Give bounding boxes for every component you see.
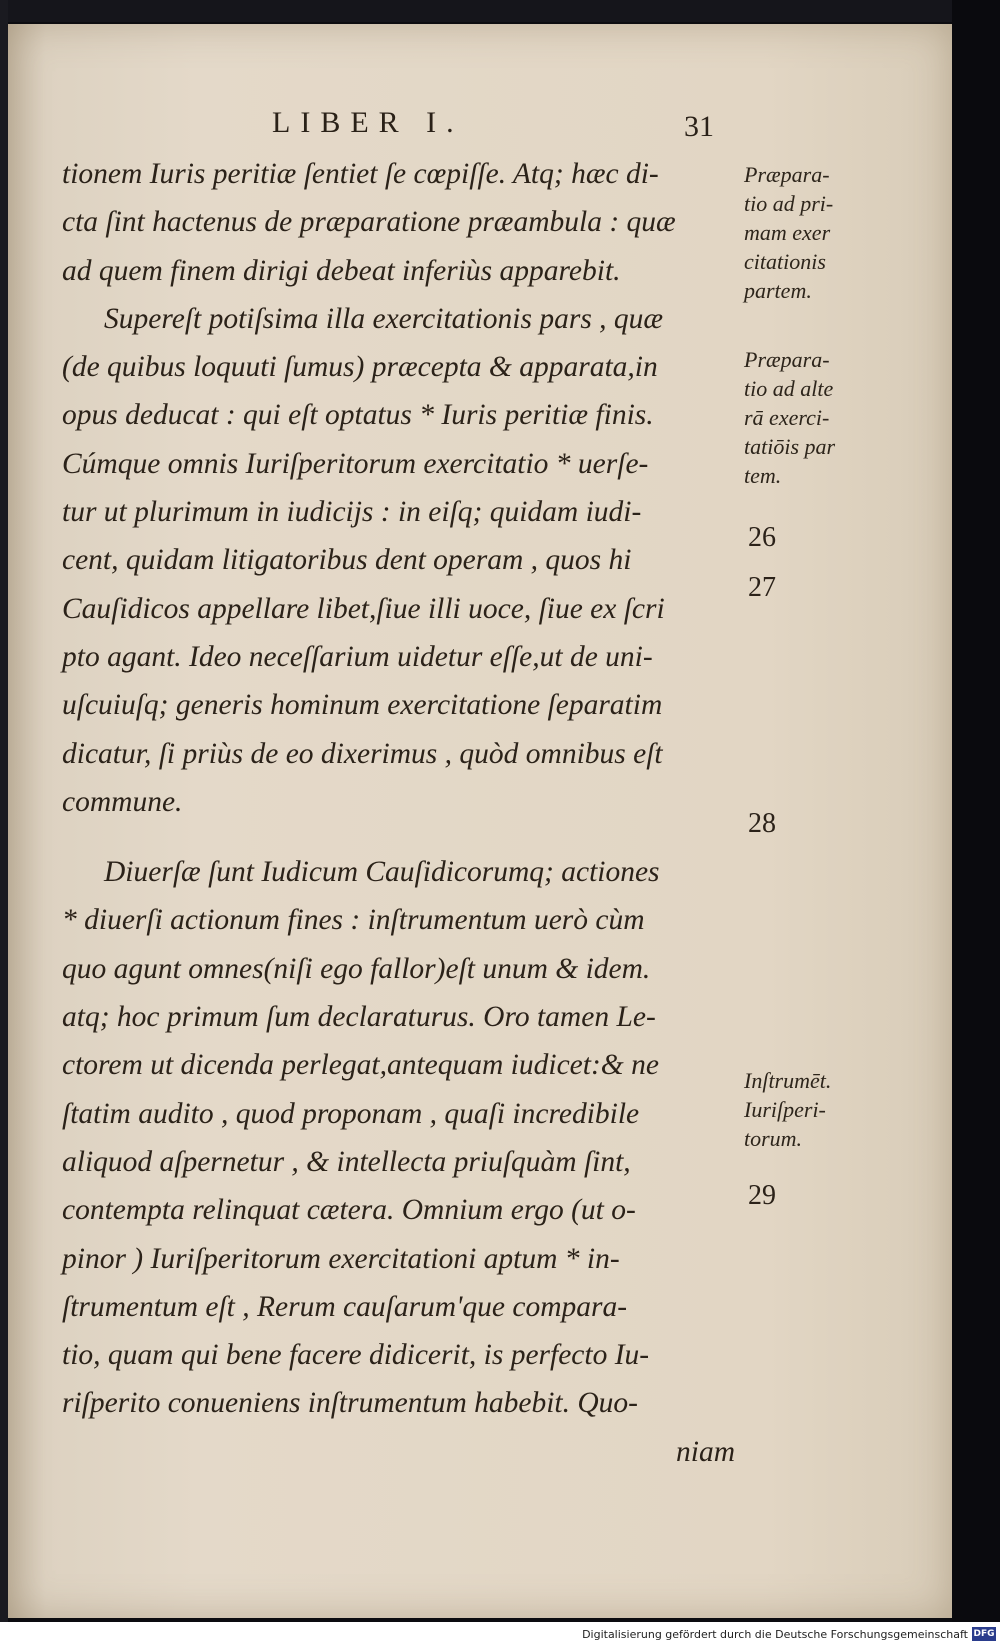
text-line: cta ſint hactenus de præparatione præambula : quæ [62, 206, 676, 239]
margin-note-line: Iuriſperi- [744, 1097, 826, 1122]
text-line: (de quibus loquuti ſumus) præcepta & apparata,in [62, 351, 658, 384]
text-line: aliquod aſpernetur , & intellecta priuſquàm ſint, [62, 1145, 631, 1178]
body-text [62, 150, 752, 1476]
margin-note-line: citationis [744, 249, 826, 274]
page-number: 31 [684, 110, 714, 143]
text-line: ſtatim audito , quod proponam , quaſi incredibile [62, 1097, 640, 1130]
margin-number: 28 [748, 808, 776, 839]
margin-note-line: mam exer [744, 220, 831, 245]
text-line: pto agant. Ideo neceſſarium uidetur eſſe,ut de uni- [62, 640, 653, 673]
margin-note-line: tatiōis par [744, 434, 836, 459]
viewer-right-frame [952, 0, 1000, 1647]
catchword: niam [676, 1435, 735, 1468]
margin-number: 27 [748, 572, 776, 603]
text-line: Diuerſæ ſunt Iudicum Cauſidicorumq; actiones [104, 856, 660, 889]
margin-note-line: torum. [744, 1126, 803, 1151]
text-line: tionem Iuris peritiæ ſentiet ſe cœpiſſe. Atq; hæc di- [62, 158, 659, 190]
running-head: LIBER I. [272, 106, 464, 139]
text-line: quo agunt omnes(niſi ego fallor)eſt unum & idem. [62, 952, 651, 985]
margin-note [744, 1066, 894, 1153]
text-line: uſcuiuſq; generis hominum exercitatione ſeparatim [62, 689, 663, 722]
margin-note-line: Præpara- [744, 347, 830, 372]
text-line: riſperito conueniens inſtrumentum habebit. Quo- [62, 1387, 638, 1420]
text-line: ſtrumentum eſt , Rerum cauſarum'que compara- [62, 1290, 628, 1323]
margin-note-line: tem. [744, 463, 782, 488]
margin-note [744, 160, 894, 305]
margin-note-line: partem. [744, 278, 812, 303]
margin-number: 29 [748, 1180, 776, 1211]
margin-note-line: Præpara- [744, 162, 830, 187]
text-line: ad quem finem dirigi debeat inferiùs apparebit. [62, 254, 621, 287]
text-line: opus deducat : qui eſt optatus * Iuris peritiæ finis. [62, 399, 654, 432]
funding-credit: Digitalisierung gefördert durch die Deutsche Forschungsgemeinschaft [582, 1628, 968, 1641]
dfg-logo: DFG [973, 1629, 995, 1639]
viewer-left-frame [0, 0, 8, 1647]
text-line: Cúmque omnis Iuriſperitorum exercitatio * uerſe- [62, 447, 649, 480]
margin-note-line: tio ad pri- [744, 191, 834, 216]
text-line: dicatur, ſi priùs de eo dixerimus , quòd omnibus eſt [62, 737, 663, 770]
text-line: atq; hoc primum ſum declaraturus. Oro tamen Le- [62, 1001, 656, 1034]
margin-note-line: tio ad alte [744, 376, 834, 401]
text-line: pinor ) Iuriſperitorum exercitationi aptum * in- [62, 1242, 620, 1275]
text-line: * diuerſi actionum fines : inſtrumentum uerò cùm [62, 904, 645, 937]
text-line: tur ut plurimum in iudicijs : in eiſq; quidam iudi- [62, 496, 642, 529]
text-line: Cauſidicos appellare libet,ſiue illi uoce, ſiue ex ſcri [62, 592, 665, 625]
text-line: tio, quam qui bene facere didicerit, is perfecto Iu- [62, 1339, 650, 1372]
margin-note-line: Inſtrumēt. [744, 1068, 832, 1093]
footer-bar [0, 1622, 1000, 1647]
margin-note [744, 345, 894, 490]
margin-note-line: rā exerci- [744, 405, 830, 430]
text-line: commune. [62, 785, 183, 818]
text-line: Supereſt potiſsima illa exercitationis pars , quæ [104, 302, 664, 335]
text-line: cent, quidam litigatoribus dent operam , quos hi [62, 544, 632, 577]
margin-number: 26 [748, 522, 776, 553]
text-line: contempta relinquat cætera. Omnium ergo (ut o- [62, 1194, 636, 1227]
text-line: ctorem ut dicenda perlegat,antequam iudicet:& ne [62, 1049, 659, 1082]
viewer-top-frame [0, 0, 1000, 22]
